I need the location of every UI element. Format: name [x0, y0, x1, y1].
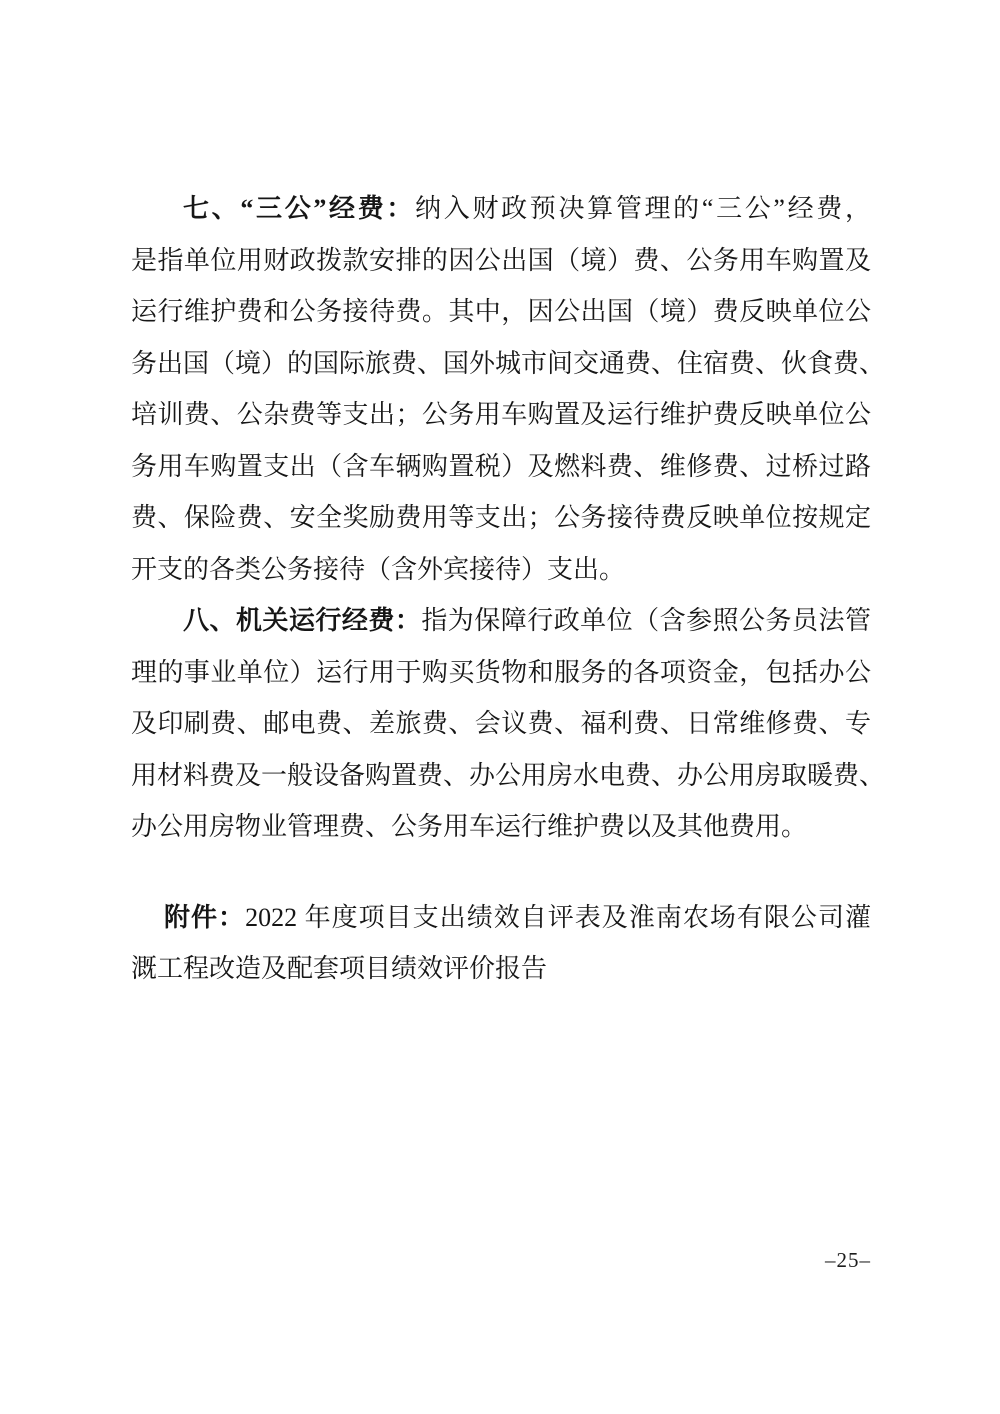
paragraph-attachment [131, 892, 871, 995]
text-line: 理的事业单位）运行用于购买货物和服务的各项资金，包括办公 [131, 657, 871, 687]
document-body [131, 183, 886, 995]
page-number: –25– [825, 1248, 871, 1272]
term-heading-agency-operating-funds: 八、机关运行经费： [183, 606, 422, 635]
paragraph-agency-operating-funds [131, 595, 886, 853]
attachment-label: 附件： [164, 902, 246, 932]
text-line: 是指单位用财政拨款安排的因公出国（境）费、公务用车购置及 [131, 245, 871, 275]
text-line: 培训费、公杂费等支出；公务用车购置及运行维护费反映单位公 [131, 400, 871, 429]
text-line: 开支的各类公务接待（含外宾接待）支出。 [131, 554, 626, 584]
text-line: 办公用房物业管理费、公务用车运行维护费以及其他费用。 [131, 812, 808, 841]
text-line: 务用车购置支出（含车辆购置税）及燃料费、维修费、过桥过路 [131, 451, 871, 481]
text-line: 溉工程改造及配套项目绩效评价报告 [131, 954, 548, 983]
text-line [131, 892, 871, 944]
text-line: 用材料费及一般设备购置费、办公用房水电费、办公用房取暖费、 [131, 760, 886, 790]
text-run: 2022 年度项目支出绩效自评表及淮南农场有限公司灌 [245, 902, 871, 932]
paragraph-three-public-funds [131, 183, 886, 595]
text-line: 及印刷费、邮电费、差旅费、会议费、福利费、日常维修费、专 [131, 709, 871, 738]
text-line: 务出国（境）的国际旅费、国外城市间交通费、住宿费、伙食费、 [131, 348, 886, 378]
text-run: 纳入财政预决算管理的“三公”经费， [415, 194, 871, 223]
text-line [131, 183, 871, 235]
text-run: 指为保障行政单位（含参照公务员法管 [421, 606, 871, 635]
term-heading-three-public-funds: 七、“三公”经费： [183, 194, 416, 223]
text-line: 费、保险费、安全奖励费用等支出；公务接待费反映单位按规定 [131, 503, 871, 532]
text-line [131, 595, 871, 647]
text-line: 运行维护费和公务接待费。其中，因公出国（境）费反映单位公 [131, 297, 871, 326]
